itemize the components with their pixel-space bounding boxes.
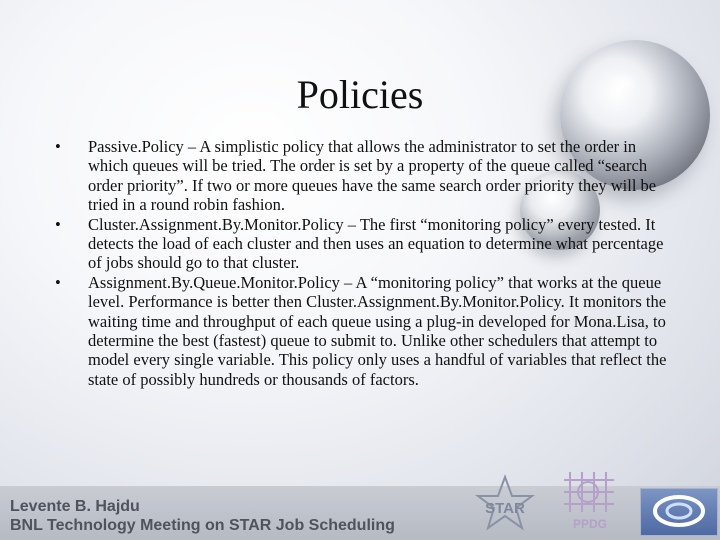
bullet-text: Passive.Policy – A simplistic policy that allows the administrator to set the order in which queues will be tried. The order is set by a property of the queue called “search order priority”. If two or more queues have the same search order priority they will be tried in a round robin fashion. [88, 137, 657, 215]
footer-event: BNL Technology Meeting on STAR Job Scheduling [10, 517, 395, 534]
bullet-item-cluster-policy [55, 215, 667, 273]
bullet-list [55, 137, 667, 389]
ppdg-logo-text: PPDG [572, 517, 608, 531]
bullet-item-passive-policy [55, 137, 667, 215]
ppdg-logo-icon [560, 468, 620, 534]
institution-logo-icon [640, 488, 718, 536]
star-logo-text: STAR [485, 500, 525, 517]
bullet-text: Assignment.By.Queue.Monitor.Policy – A “monitoring policy” that works at the queue level. Performance is better then Cluster.Assignment.By.Monitor.Policy. It monitors the waiting time and throughput of each queue using a plug-in developed for Mona.Lisa, to determine the best (fastest) queue to submit to. Unlike other schedulers that attempt to model every single variable. This policy only uses a handful of variables that reflect the state of possibly hundreds or thousands of factors. [88, 272, 667, 389]
slide-title: Policies [296, 72, 424, 117]
star-logo-icon [475, 474, 535, 534]
bullet-item-queue-policy [55, 273, 667, 389]
bullet-text: Cluster.Assignment.By.Monitor.Policy – The first “monitoring policy” every tested. It detects the load of each cluster and then uses an equation to determine what percentage of jobs should go to that cluster. [88, 214, 664, 273]
bullet-icon: • [55, 137, 61, 156]
footer-author: Levente B. Hajdu [10, 498, 140, 515]
bullet-icon: • [55, 272, 61, 292]
bullet-icon: • [55, 214, 61, 234]
